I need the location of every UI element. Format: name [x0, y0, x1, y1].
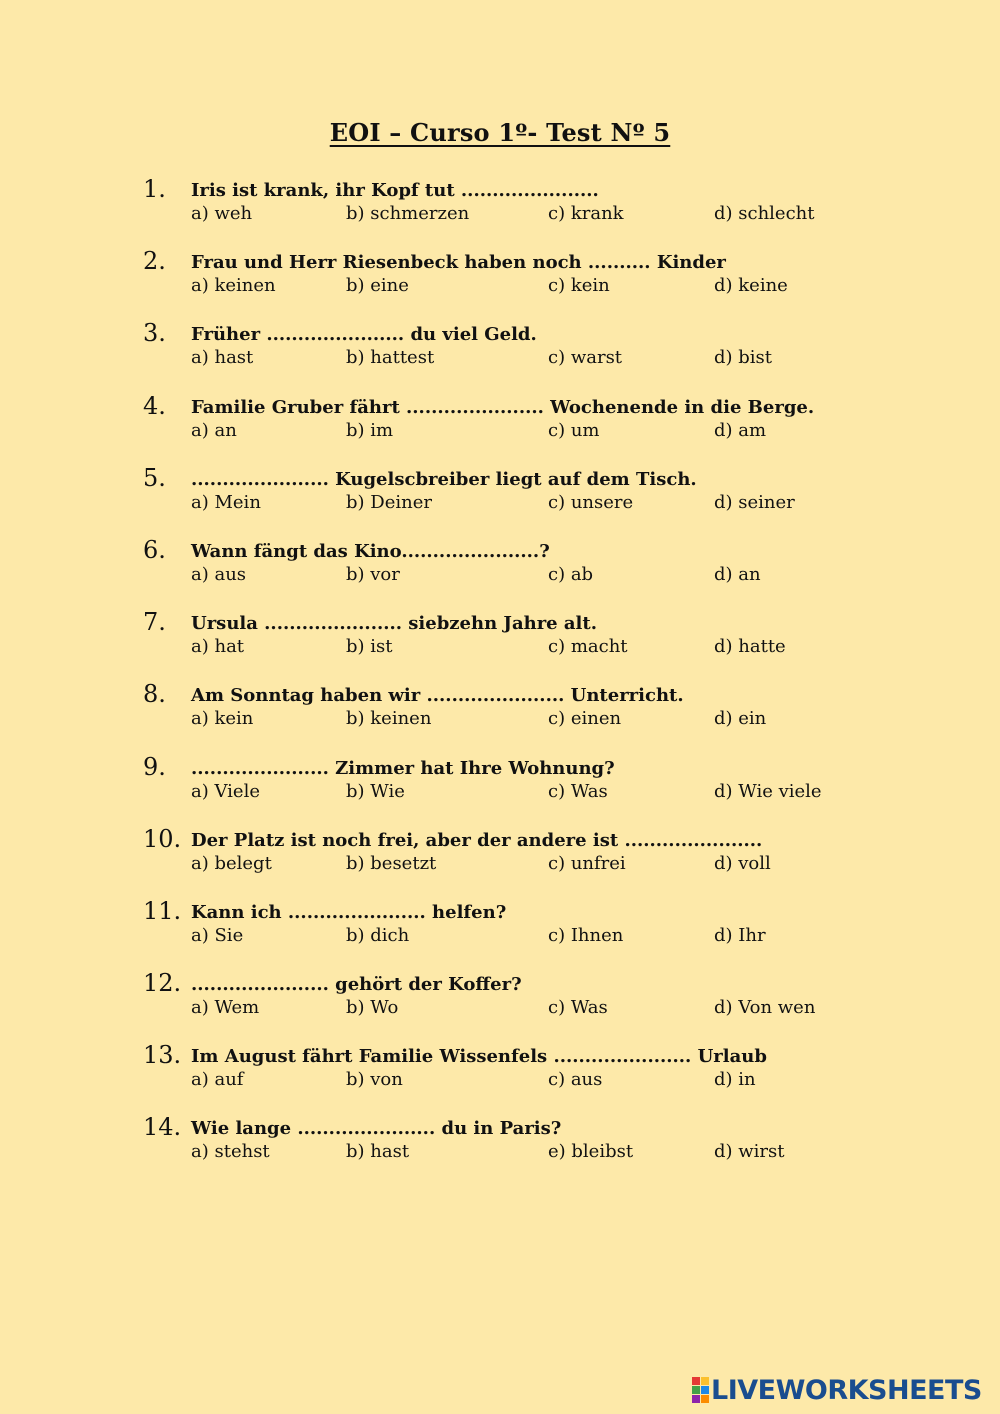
- question-text: ...................... Zimmer hat Ihre Wohnung?: [191, 757, 615, 779]
- answer-option-a[interactable]: a) hat: [191, 636, 245, 658]
- answer-option-b[interactable]: b) im: [346, 419, 394, 441]
- answer-option-c[interactable]: c) kein: [548, 275, 610, 297]
- question-number: 8.: [143, 680, 166, 709]
- answer-option-c[interactable]: c) um: [548, 419, 600, 441]
- answer-option-d[interactable]: d) keine: [714, 275, 788, 297]
- answer-option-d[interactable]: d) voll: [714, 852, 771, 874]
- answer-option-b[interactable]: b) hattest: [346, 347, 435, 369]
- answer-option-a[interactable]: a) Mein: [191, 491, 261, 513]
- answer-option-d[interactable]: d) wirst: [714, 1141, 785, 1163]
- answer-option-c[interactable]: c) einen: [548, 708, 622, 730]
- answer-option-c[interactable]: c) macht: [548, 636, 628, 658]
- answer-option-a[interactable]: a) Wem: [191, 997, 260, 1019]
- question-item: [143, 826, 963, 898]
- answer-option-d[interactable]: d) ein: [714, 708, 767, 730]
- answer-option-c[interactable]: c) unfrei: [548, 852, 626, 874]
- answer-option-c[interactable]: c) warst: [548, 347, 623, 369]
- question-number: 14.: [143, 1113, 182, 1142]
- question-text: Kann ich ...................... helfen?: [191, 901, 507, 923]
- question-list: [143, 176, 963, 1187]
- answer-option-a[interactable]: a) weh: [191, 203, 253, 224]
- question-number: 6.: [143, 535, 166, 564]
- answer-option-b[interactable]: b) eine: [346, 275, 409, 297]
- logo-square: [701, 1395, 709, 1403]
- question-text: Wann fängt das Kino......................?: [191, 540, 550, 562]
- logo-square: [701, 1386, 709, 1394]
- question-number: 12.: [143, 969, 182, 998]
- answer-option-d[interactable]: d) Wie viele: [714, 780, 822, 802]
- question-text: Früher ...................... du viel Geld.: [191, 324, 537, 346]
- question-item: [143, 681, 963, 753]
- answer-option-a[interactable]: a) Viele: [191, 780, 260, 802]
- liveworksheets-logo[interactable]: [692, 1375, 982, 1405]
- answer-option-a[interactable]: a) Sie: [191, 924, 244, 946]
- answer-option-c[interactable]: c) Was: [548, 780, 608, 802]
- question-item: [143, 537, 963, 609]
- answer-option-d[interactable]: d) Ihr: [714, 924, 766, 946]
- question-item: [143, 465, 963, 537]
- answer-option-a[interactable]: a) belegt: [191, 852, 272, 874]
- answer-option-b[interactable]: b) Deiner: [346, 491, 432, 513]
- answer-option-c[interactable]: c) Ihnen: [548, 924, 624, 946]
- answer-option-d[interactable]: d) am: [714, 419, 767, 441]
- answer-option-d[interactable]: d) hatte: [714, 636, 786, 658]
- answer-option-d[interactable]: d) Von wen: [714, 997, 816, 1019]
- answer-option-a[interactable]: a) stehst: [191, 1141, 270, 1163]
- answer-option-b[interactable]: b) Wo: [346, 997, 399, 1019]
- answer-option-c[interactable]: c) ab: [548, 563, 594, 585]
- answer-option-a[interactable]: a) aus: [191, 563, 247, 585]
- question-item: [143, 248, 963, 320]
- answer-option-b[interactable]: b) hast: [346, 1141, 410, 1163]
- question-text: Ursula ...................... siebzehn Jahre alt.: [191, 613, 597, 635]
- question-number: 3.: [143, 319, 166, 348]
- question-item: [143, 898, 963, 970]
- question-text: Im August fährt Familie Wissenfels ...................... Urlaub: [191, 1046, 767, 1068]
- answer-option-c[interactable]: c) unsere: [548, 491, 634, 513]
- answer-option-b[interactable]: b) vor: [346, 563, 400, 585]
- question-item: [143, 393, 963, 465]
- question-item: [143, 754, 963, 826]
- question-number: 9.: [143, 752, 166, 781]
- question-item: [143, 176, 963, 248]
- question-item: [143, 320, 963, 392]
- question-number: 13.: [143, 1041, 182, 1070]
- question-item: [143, 970, 963, 1042]
- page-title: EOI – Curso 1º- Test Nº 5: [329, 118, 671, 147]
- answer-option-a[interactable]: a) keinen: [191, 275, 276, 297]
- question-text: Wie lange ...................... du in Paris?: [191, 1118, 562, 1140]
- answer-option-a[interactable]: a) auf: [191, 1069, 244, 1091]
- question-number: 4.: [143, 391, 166, 420]
- question-number: 1.: [143, 175, 166, 203]
- question-text: Familie Gruber fährt ...................... Wochenende in die Berge.: [191, 396, 815, 418]
- question-item: [143, 609, 963, 681]
- logo-text: LIVEWORKSHEETS: [711, 1374, 982, 1406]
- answer-option-b[interactable]: b) besetzt: [346, 852, 437, 874]
- answer-option-b[interactable]: b) Wie: [346, 780, 405, 802]
- answer-option-b[interactable]: b) keinen: [346, 708, 432, 730]
- answer-option-a[interactable]: a) an: [191, 419, 237, 441]
- question-number: 7.: [143, 608, 166, 637]
- answer-option-d[interactable]: d) seiner: [714, 491, 795, 513]
- question-text: Am Sonntag haben wir ...................... Unterricht.: [191, 685, 684, 707]
- question-text: ...................... Kugelscbreiber liegt auf dem Tisch.: [191, 468, 697, 490]
- question-text: ...................... gehört der Koffer?: [191, 974, 522, 996]
- answer-option-b[interactable]: b) schmerzen: [346, 203, 470, 224]
- answer-option-c[interactable]: e) bleibst: [548, 1141, 634, 1163]
- answer-option-c[interactable]: c) aus: [548, 1069, 603, 1091]
- answer-option-b[interactable]: b) von: [346, 1069, 403, 1091]
- question-number: 5.: [143, 463, 166, 492]
- logo-square: [701, 1377, 709, 1385]
- answer-option-b[interactable]: b) ist: [346, 636, 393, 658]
- liveworksheets-logo-icon: [692, 1377, 709, 1403]
- logo-square: [692, 1395, 700, 1403]
- question-text: Iris ist krank, ihr Kopf tut ......................: [191, 180, 599, 201]
- logo-square: [692, 1377, 700, 1385]
- answer-option-d[interactable]: d) in: [714, 1069, 756, 1091]
- answer-option-d[interactable]: d) schlecht: [714, 203, 815, 224]
- question-number: 10.: [143, 824, 182, 853]
- answer-option-a[interactable]: a) kein: [191, 708, 254, 730]
- question-number: 2.: [143, 247, 166, 276]
- answer-option-d[interactable]: d) bist: [714, 347, 773, 369]
- answer-option-c[interactable]: c) krank: [548, 203, 624, 224]
- answer-option-c[interactable]: c) Was: [548, 997, 608, 1019]
- logo-square: [692, 1386, 700, 1394]
- question-item: [143, 1114, 963, 1186]
- answer-option-a[interactable]: a) hast: [191, 347, 254, 369]
- question-item: [143, 1042, 963, 1114]
- question-text: Frau und Herr Riesenbeck haben noch .......... Kinder: [191, 252, 726, 274]
- answer-option-b[interactable]: b) dich: [346, 924, 410, 946]
- answer-option-d[interactable]: d) an: [714, 563, 761, 585]
- question-number: 11.: [143, 896, 182, 925]
- question-text: Der Platz ist noch frei, aber der andere ist ......................: [191, 829, 763, 851]
